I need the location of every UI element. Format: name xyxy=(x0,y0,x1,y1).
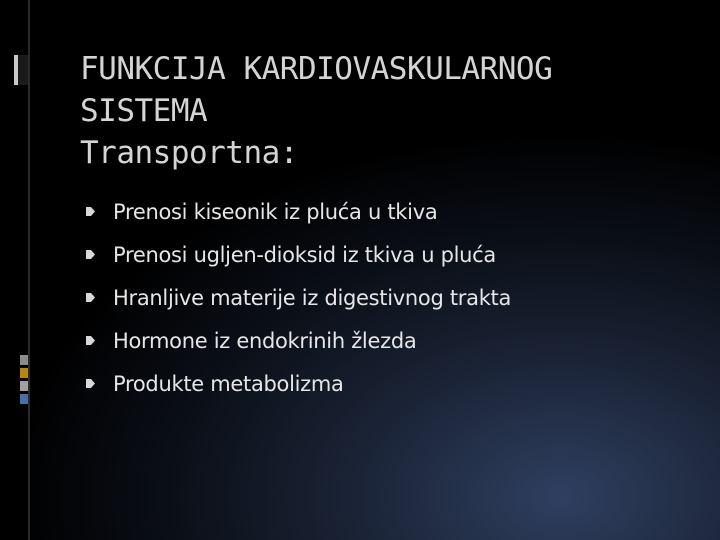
bullet-text: Hranljive materije iz digestivnog trakta xyxy=(113,285,512,310)
accent-square-blue xyxy=(20,394,28,404)
title-line-3: Transportna: xyxy=(80,135,298,171)
title-line-1: FUNKCIJA KARDIOVASKULARNOG xyxy=(80,51,553,87)
left-divider xyxy=(28,0,30,540)
bullet-item xyxy=(86,362,706,405)
bullet-list xyxy=(86,190,706,405)
bullet-item xyxy=(86,319,706,362)
accent-square-gray-2 xyxy=(20,381,28,391)
square-wing-bullet-icon xyxy=(86,335,95,346)
bullet-text: Produkte metabolizma xyxy=(113,371,344,396)
square-wing-bullet-icon xyxy=(86,378,95,389)
bullet-item xyxy=(86,233,706,276)
accent-square-orange xyxy=(20,368,28,378)
square-wing-bullet-icon xyxy=(86,249,95,260)
bullet-text: Hormone iz endokrinih žlezda xyxy=(113,328,417,353)
slide-title xyxy=(80,48,700,174)
bullet-item xyxy=(86,190,706,233)
bullet-text: Prenosi ugljen-dioksid iz tkiva u pluća xyxy=(113,242,496,267)
accent-bar xyxy=(14,55,28,85)
square-wing-bullet-icon xyxy=(86,292,95,303)
accent-bar-inner xyxy=(18,55,28,85)
accent-square-gray-1 xyxy=(20,355,28,365)
title-line-2: SISTEMA xyxy=(80,93,208,129)
bullet-item xyxy=(86,276,706,319)
square-wing-bullet-icon xyxy=(86,206,95,217)
bullet-text: Prenosi kiseonik iz pluća u tkiva xyxy=(113,199,438,224)
